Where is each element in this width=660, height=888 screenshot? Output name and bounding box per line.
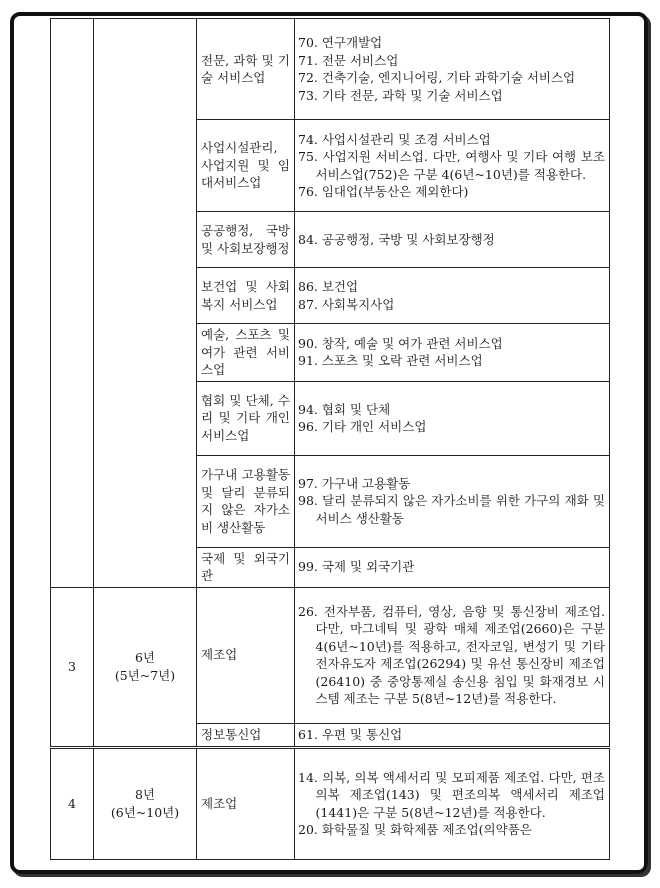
code-line: 76. 임대업(부동산은 제외한다): [298, 184, 469, 199]
category-cell: 전문, 과학 및 기술 서비스업: [197, 19, 295, 120]
table-row: [51, 19, 610, 120]
category-cell: 가구내 고용활동 및 달리 분류되지 않은 자가소비 생산활동: [197, 455, 295, 547]
group-years-cell: [94, 747, 197, 859]
group-years-cell: [94, 587, 197, 747]
group-number-cell: [51, 19, 94, 588]
code-line: 26. 전자부품, 컴퓨터, 영상, 음향 및 통신장비 제조업. 다만, 마그네틱 및 광학 매체 제조업(2660)은 구분 4(6년~10년)를 적용하고, 전자코일, 변성기 및 기타 전자유도자 제조업(26294) 및 유선 통신장비 제조업(26410) 중 중앙통제실 송신용 침입 및 화재경보 시스템 제조는 구분 5(8년~12년)를 적용한다.: [298, 603, 605, 706]
code-line: 87. 사회복지사업: [298, 296, 395, 312]
category-cell: 국제 및 외국기관: [197, 547, 295, 587]
code-line: 96. 기타 개인 서비스업: [298, 419, 427, 434]
codes-cell: [295, 747, 610, 859]
years-label: 8년: [134, 787, 156, 802]
category-cell: 사업시설관리, 사업지원 및 임대서비스업: [197, 120, 295, 212]
code-line: 86. 보건업: [298, 279, 359, 294]
code-line: 75. 사업지원 서비스업. 다만, 여행사 및 기타 여행 보조 서비스업(752)은 구분 4(6년~10년)를 적용한다.: [298, 149, 605, 182]
category-cell: 제조업: [197, 587, 295, 723]
table-row: [51, 747, 610, 859]
category-cell: 제조업: [197, 747, 295, 859]
codes-cell: [295, 587, 610, 723]
code-line: 99. 국제 및 외국기관: [298, 559, 415, 575]
code-line: 84. 공공행정, 국방 및 사회보장행정: [298, 231, 495, 247]
code-line: 94. 협회 및 단체: [298, 401, 391, 417]
codes-cell: [295, 268, 610, 324]
codes-cell: [295, 723, 610, 747]
code-line: 97. 가구내 고용활동: [298, 475, 411, 491]
code-line: 98. 달리 분류되지 않은 자가소비를 위한 가구의 재화 및 서비스 생산활동: [298, 493, 605, 526]
code-line: 72. 건축기술, 엔지니어링, 기타 과학기술 서비스업: [298, 70, 576, 85]
years-range: (6년~10년): [110, 804, 180, 820]
codes-cell: [295, 547, 610, 587]
category-cell: 보건업 및 사회복지 서비스업: [197, 268, 295, 324]
codes-cell: [295, 324, 610, 382]
codes-cell: [295, 455, 610, 547]
code-line: 71. 전문 서비스업: [298, 52, 399, 68]
depreciation-table: [50, 18, 610, 860]
table-row: [51, 587, 610, 723]
codes-cell: [295, 212, 610, 268]
group-number-cell: 4: [51, 747, 94, 859]
group-number-cell: 3: [51, 587, 94, 747]
code-line: 91. 스포츠 및 오락 관련 서비스업: [298, 353, 483, 369]
years-label: 6년: [134, 650, 156, 665]
code-line: 74. 사업시설관리 및 조경 서비스업: [298, 131, 491, 147]
years-range: (5년~7년): [114, 667, 176, 683]
codes-cell: [295, 120, 610, 212]
code-line: 61. 우편 및 통신업: [298, 726, 403, 742]
category-cell: 정보통신업: [197, 723, 295, 747]
codes-cell: [295, 19, 610, 120]
code-line: 20. 화학물질 및 화학제품 제조업(의약품은: [298, 822, 532, 837]
codes-cell: [295, 381, 610, 455]
group-years-cell: [94, 19, 197, 588]
code-line: 90. 창작, 예술 및 여가 관련 서비스업: [298, 335, 503, 351]
category-cell: 협회 및 단체, 수리 및 기타 개인 서비스업: [197, 381, 295, 455]
code-line: 70. 연구개발업: [298, 35, 383, 50]
code-line: 73. 기타 전문, 과학 및 기술 서비스업: [298, 87, 503, 103]
code-line: 14. 의복, 의복 액세서리 및 모피제품 제조업. 다만, 편조의복 제조업(143) 및 편조의복 액세서리 제조업(1441)은 구분 5(8년~12년)를 적용한다.: [298, 769, 605, 820]
category-cell: 예술, 스포츠 및 여가 관련 서비스업: [197, 324, 295, 382]
category-cell: 공공행정, 국방 및 사회보장행정: [197, 212, 295, 268]
